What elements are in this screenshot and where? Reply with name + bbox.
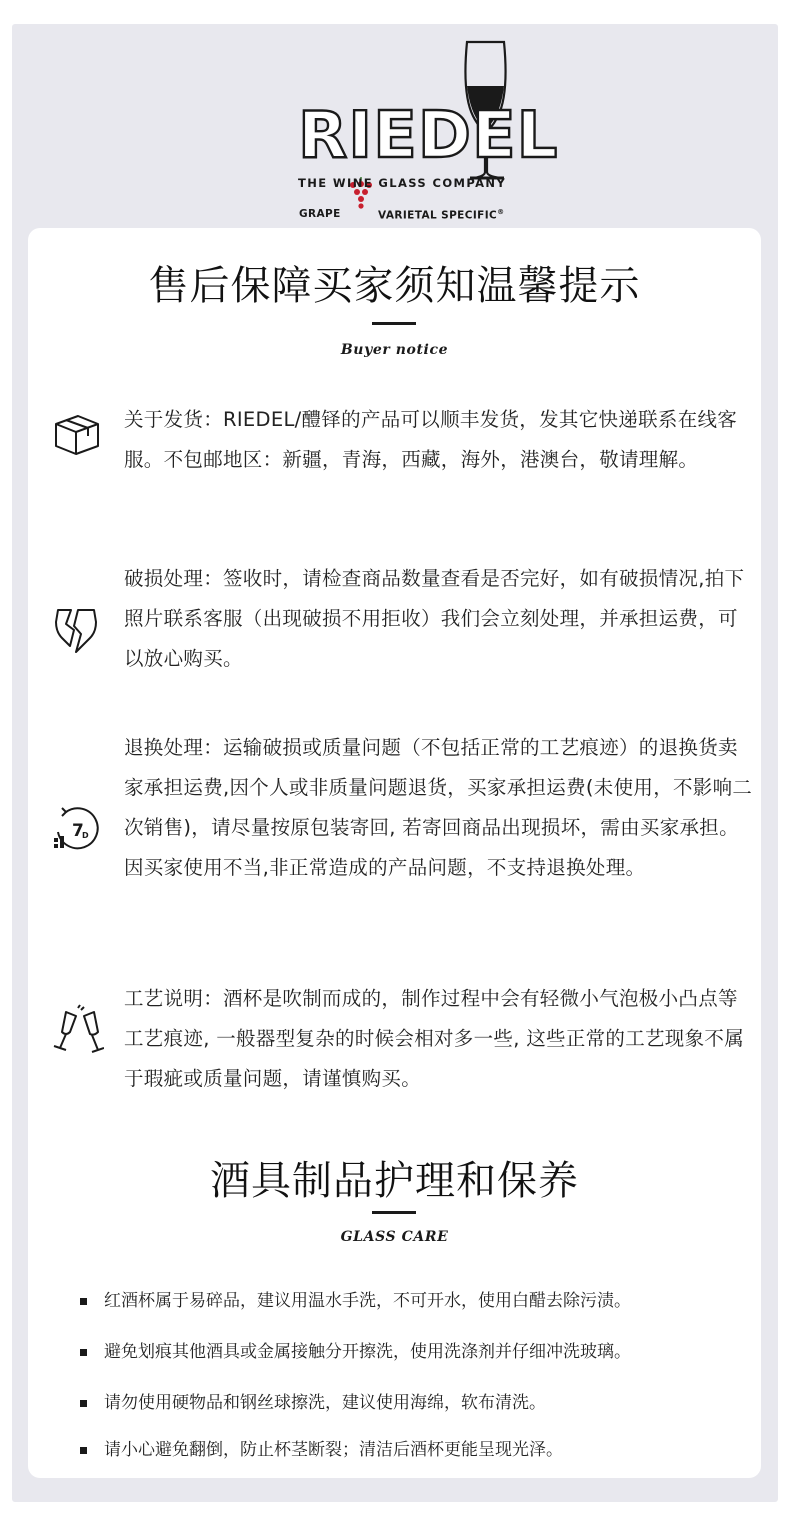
brand-header <box>12 24 778 229</box>
notice-shipping: 关于发货：RIEDEL/醴铎的产品可以顺丰发货，发其它快递联系在线客服。不包邮地区：新疆，青海，西藏，海外，港澳台，敬请理解。 <box>124 408 738 471</box>
brand-tagline: THE WINE GLASS COMPANY <box>298 176 507 190</box>
notice-return: 退换处理：运输破损或质量问题（不包括正常的工艺痕迹）的退换货卖家承担运费,因个人或非质量问题退货，买家承担运费(未使用，不影响二次销售)，请尽量按原包装寄回, 若寄回商品出现损坏，需由买家承担。因买家使用不当,非正常造成的产品问题，不支持退换处理。 <box>124 736 753 879</box>
care-item: 避免划痕其他酒具或金属接触分开擦洗，使用洗涤剂并仔细冲洗玻璃。 <box>80 1340 750 1364</box>
title-divider <box>372 322 416 325</box>
brand-name: RIEDEL <box>298 99 559 173</box>
care-item: 红酒杯属于易碎品，建议用温水手洗，不可开水，使用白醋去除污渍。 <box>80 1289 750 1313</box>
content-card <box>28 228 761 1478</box>
grape-label: GRAPE <box>299 208 341 220</box>
title-divider <box>372 1211 416 1214</box>
notice-damage: 破损处理：签收时，请检查商品数量查看是否完好，如有破损情况,拍下照片联系客服（出现破损不用拒收）我们会立刻处理，并承担运费，可以放心购买。 <box>124 567 745 670</box>
bullet-icon <box>80 1447 87 1454</box>
section-title-glass-care: 酒具制品护理和保养 <box>210 1158 579 1204</box>
bullet-icon <box>80 1298 87 1305</box>
svg-text:7: 7 <box>72 821 84 841</box>
bullet-icon <box>80 1349 87 1356</box>
section-subtitle-glass-care: GLASS CARE <box>340 1229 449 1245</box>
varietal-label: VARIETAL SPECIFIC® <box>378 208 505 222</box>
broken-heart-shield-icon <box>48 602 104 658</box>
package-box-icon <box>48 406 104 462</box>
care-item: 请勿使用硬物品和钢丝球擦洗，建议使用海绵，软布清洗。 <box>80 1391 750 1415</box>
section-subtitle-buyer-notice: Buyer notice <box>340 342 449 358</box>
champagne-toast-icon <box>48 1004 104 1060</box>
care-item: 请小心避免翻倒，防止杯茎断裂；清洁后酒杯更能呈现光泽。 <box>80 1438 750 1462</box>
section-title-after-sales: 售后保障买家须知温馨提示 <box>148 263 641 309</box>
bullet-icon <box>80 1400 87 1407</box>
notice-craft: 工艺说明：酒杯是吹制而成的，制作过程中会有轻微小气泡极小凸点等工艺痕迹, 一般器型复杂的时候会相对多一些, 这些正常的工艺现象不属于瑕疵或质量问题，请谨慎购买。 <box>124 987 744 1090</box>
svg-text:D: D <box>82 831 89 840</box>
page-frame <box>12 24 778 1502</box>
seven-day-return-icon <box>48 798 104 854</box>
